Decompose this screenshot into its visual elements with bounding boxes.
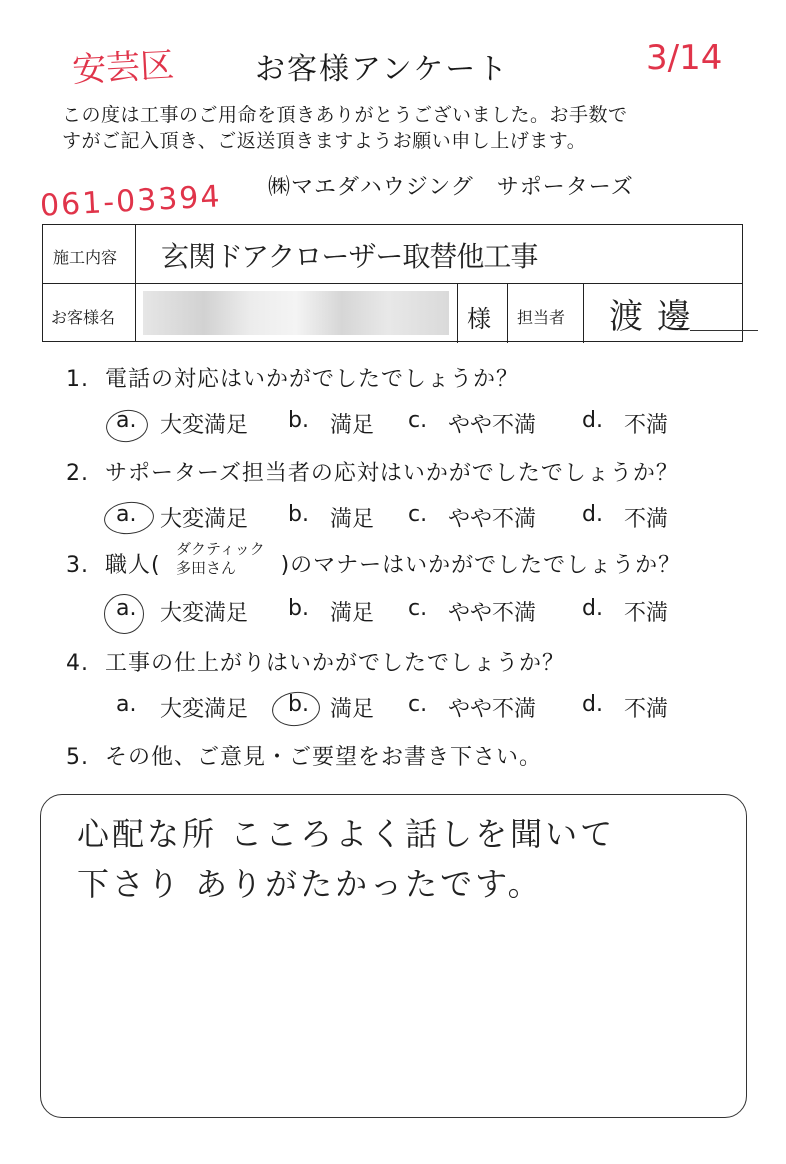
form-title: お客様アンケート — [255, 52, 510, 87]
company-name: ㈱マエダハウジング サポーターズ — [268, 175, 634, 200]
option-b-letter: b. — [288, 502, 309, 527]
question-4-number: 4. — [66, 651, 89, 676]
question-2-number: 2. — [66, 461, 89, 486]
option-b-label: 満足 — [330, 697, 375, 722]
option-a-letter: a. — [116, 692, 137, 717]
option-a-letter: a. — [116, 408, 137, 433]
option-a-letter: a. — [116, 596, 137, 621]
question-3-text-after: )のマナーはいかがでしたでしょうか？ — [280, 553, 682, 578]
work-label: 施工内容 — [53, 248, 118, 267]
staff-label: 担当者 — [517, 308, 566, 327]
customer-name-redacted — [143, 291, 449, 335]
selection-circle-q3-a — [104, 594, 144, 634]
option-b-letter: b. — [288, 692, 309, 717]
staff-stroke-extension — [690, 330, 758, 331]
question-1-number: 1. — [66, 367, 89, 392]
option-c-label: やや不満 — [448, 507, 537, 532]
intro-line-2: すがご記入頂き、ご返送頂きますようお願い申し上げます。 — [62, 130, 587, 152]
option-c-label: やや不満 — [448, 697, 537, 722]
option-c-letter: c. — [408, 596, 428, 621]
question-3 — [66, 548, 681, 579]
comment-box — [40, 794, 747, 1118]
intro-line-1: この度は工事のご用命を頂きありがとうございました。お手数で — [62, 104, 628, 126]
option-b-letter: b. — [288, 408, 309, 433]
honorific-sama: 様 — [467, 305, 491, 333]
question-5-text: その他、ご意見・ご要望をお書き下さい。 — [105, 745, 543, 770]
option-c-letter: c. — [408, 408, 428, 433]
info-table — [42, 224, 743, 342]
district-handwritten: 安芸区 — [71, 45, 176, 91]
option-d-letter: d. — [582, 596, 603, 621]
question-5-number: 5. — [66, 745, 89, 770]
option-d-label: 不満 — [624, 601, 669, 626]
craftsman-handwritten: ダクティック 多田さん — [176, 540, 265, 577]
comment-line-2: 下さり ありがたかったです。 — [77, 865, 543, 903]
option-d-letter: d. — [582, 692, 603, 717]
option-c-letter: c. — [408, 502, 428, 527]
question-1-text: 電話の対応はいかがでしたでしょうか？ — [105, 367, 520, 392]
option-b-label: 満足 — [330, 507, 375, 532]
option-d-label: 不満 — [624, 507, 669, 532]
question-2-text: サポーターズ担当者の応対はいかがでしたでしょうか？ — [105, 461, 679, 486]
phone-handwritten: 061-03394 — [39, 179, 223, 224]
comment-line-1: 心配な所 こころよく話しを聞いて — [77, 815, 616, 853]
option-d-letter: d. — [582, 502, 603, 527]
option-b-label: 満足 — [330, 601, 375, 626]
question-4-options — [0, 692, 786, 722]
option-d-label: 不満 — [624, 413, 669, 438]
option-b-label: 満足 — [330, 413, 375, 438]
work-value-handwritten: 玄関ドアクローザー取替他工事 — [161, 240, 538, 273]
question-5 — [66, 740, 542, 771]
question-3-number: 3. — [66, 553, 89, 578]
option-a-letter: a. — [116, 502, 137, 527]
option-d-label: 不満 — [624, 697, 669, 722]
question-3-text-before: 職人( — [105, 553, 161, 578]
option-a-label: 大変満足 — [160, 413, 249, 438]
option-a-label: 大変満足 — [160, 697, 249, 722]
option-a-label: 大変満足 — [160, 507, 249, 532]
question-4 — [66, 646, 565, 677]
option-d-letter: d. — [582, 408, 603, 433]
option-a-label: 大変満足 — [160, 601, 249, 626]
date-handwritten: 3/14 — [646, 38, 723, 78]
staff-value-handwritten: 渡邊 — [609, 297, 705, 337]
option-c-label: やや不満 — [448, 601, 537, 626]
question-4-text: 工事の仕上がりはいかがでしたでしょうか？ — [105, 651, 566, 676]
option-b-letter: b. — [288, 596, 309, 621]
question-1 — [66, 362, 519, 393]
question-2 — [66, 456, 679, 487]
option-c-letter: c. — [408, 692, 428, 717]
customer-label: お客様名 — [51, 308, 116, 327]
option-c-label: やや不満 — [448, 413, 537, 438]
